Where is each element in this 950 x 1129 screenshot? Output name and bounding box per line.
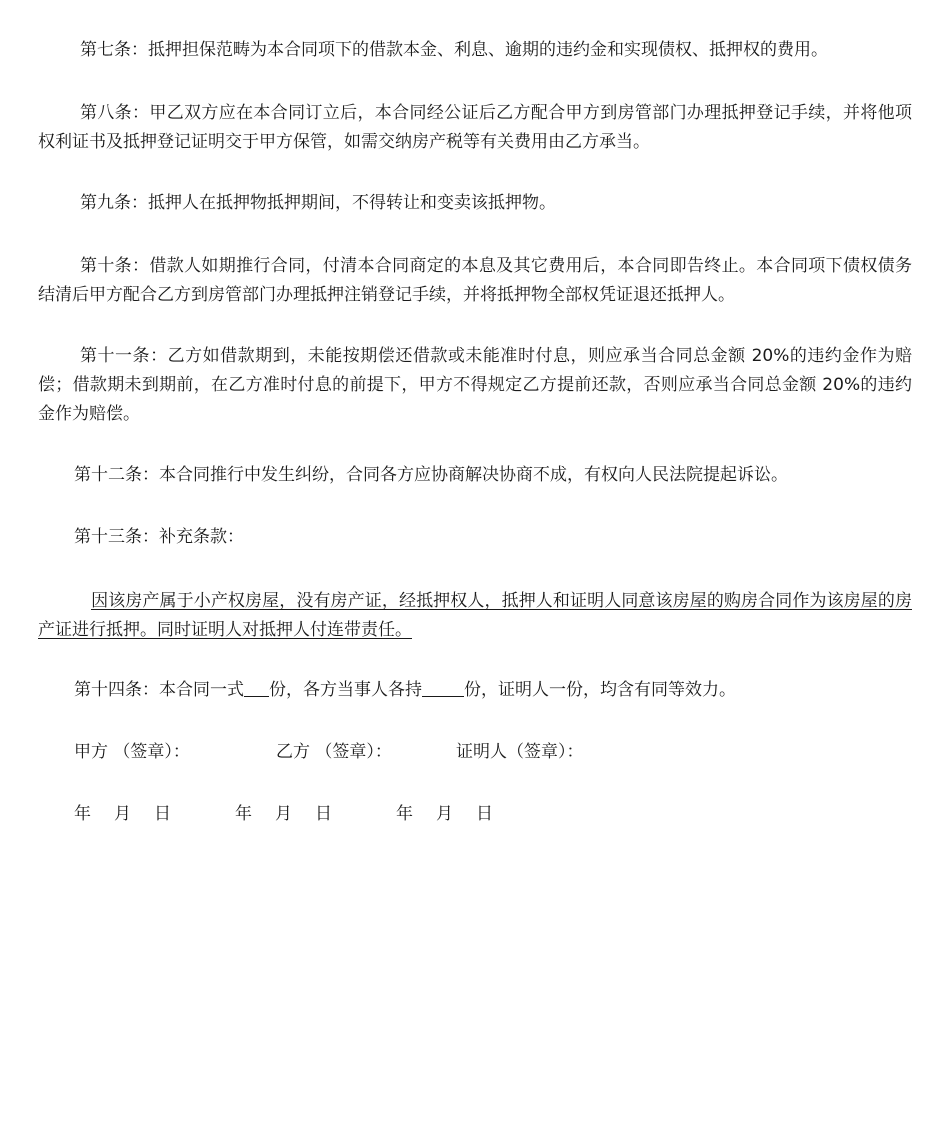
clause-article-12: 第十二条：本合同推行中发生纠纷，合同各方应协商解决协商不成，有权向人民法院提起诉讼。 xyxy=(74,465,788,485)
clause-article-8: 第八条：甲乙双方应在本合同订立后，本合同经公证后乙方配合甲方到房管部门办理抵押登记手续，并将他项权利证书及抵押登记证明交于甲方保管，如需交纳房产税等有关费用由乙方承当。 xyxy=(38,103,912,152)
article-14-part1: 第十四条：本合同一式 xyxy=(74,680,244,700)
article-14-part2: 份，各方当事人各持 xyxy=(269,680,422,700)
party-b-date-year: 年 xyxy=(235,804,252,824)
party-a-date-year: 年 xyxy=(74,804,91,824)
party-a-signature-label: 甲方 （签章）： xyxy=(74,742,190,762)
party-a-date-month: 月 xyxy=(114,804,131,824)
witness-date-day: 日 xyxy=(476,804,493,824)
party-b-signature-label: 乙方 （签章）： xyxy=(276,742,392,762)
clause-article-9: 第九条：抵押人在抵押物抵押期间，不得转让和变卖该抵押物。 xyxy=(80,193,556,213)
party-b-date-day: 日 xyxy=(315,804,332,824)
supplementary-clause xyxy=(38,587,912,645)
article-14-part3: 份，证明人一份，均含有同等效力。 xyxy=(464,680,736,700)
clause-article-13: 第十三条：补充条款： xyxy=(74,527,244,547)
copies-each-blank xyxy=(422,678,464,697)
clause-article-14 xyxy=(38,676,912,705)
supplementary-clause-text: 因该房产属于小产权房屋，没有房产证，经抵押权人，抵押人和证明人同意该房屋的购房合同作为该房屋的房产证进行抵押。同时证明人对抵押人付连带责任。 xyxy=(38,591,912,640)
party-b-date-month: 月 xyxy=(275,804,292,824)
clause-article-7: 第七条：抵押担保范畴为本合同项下的借款本金、利息、逾期的违约金和实现债权、抵押权的费用。 xyxy=(80,40,828,60)
party-a-date-day: 日 xyxy=(154,804,171,824)
witness-date-year: 年 xyxy=(396,804,413,824)
copies-total-blank xyxy=(244,678,269,697)
clause-article-11: 第十一条：乙方如借款期到，未能按期偿还借款或未能准时付息，则应承当合同总金额 20%的违约金作为赔偿；借款期未到期前，在乙方准时付息的前提下，甲方不得规定乙方提前还款，否则应承当合同总金额 20%的违约金作为赔偿。 xyxy=(38,346,912,424)
witness-signature-label: 证明人（签章）： xyxy=(456,742,584,762)
clause-article-10: 第十条：借款人如期推行合同，付清本合同商定的本息及其它费用后，本合同即告终止。本合同项下债权债务结清后甲方配合乙方到房管部门办理抵押注销登记手续，并将抵押物全部权凭证退还抵押人。 xyxy=(38,256,912,305)
witness-date-month: 月 xyxy=(436,804,453,824)
